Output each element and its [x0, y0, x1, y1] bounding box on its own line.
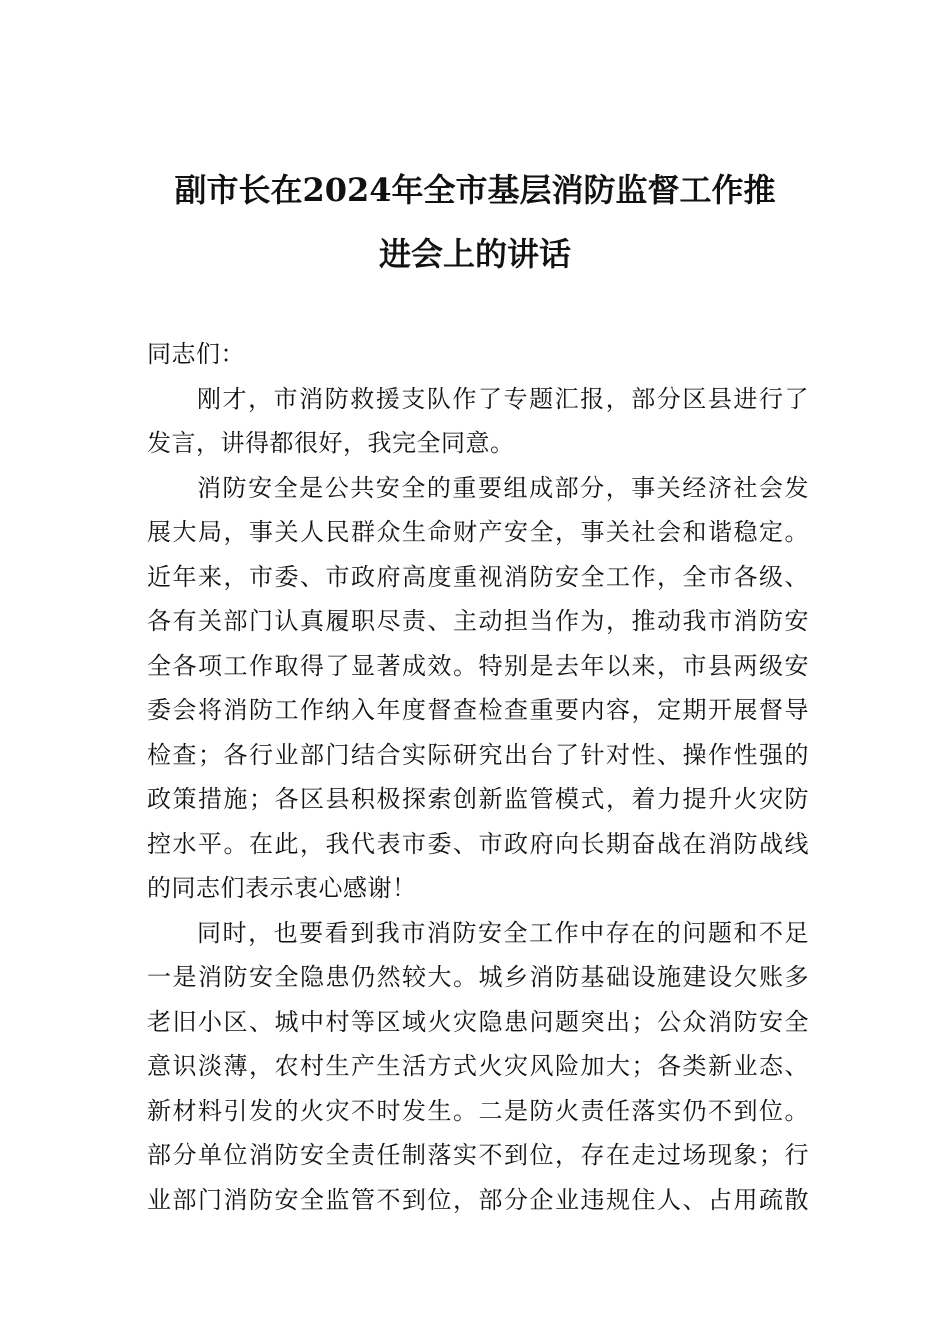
body-line: 部分单位消防安全责任制落实不到位，存在走过场现象；行: [147, 1141, 809, 1169]
body-line: 发言，讲得都很好，我完全同意。: [147, 429, 515, 457]
body-line: 业部门消防安全监管不到位，部分企业违规住人、占用疏散: [147, 1185, 809, 1214]
body-line: 政策措施；各区县积极探索创新监管模式，着力提升火灾防: [147, 785, 809, 813]
body-line: 近年来，市委、市政府高度重视消防安全工作，全市各级、: [147, 562, 809, 591]
document-body: [147, 332, 809, 1222]
body-line: 刚才，市消防救援支队作了专题汇报，部分区县进行了: [197, 384, 809, 413]
body-line: 新材料引发的火灾不时发生。二是防火责任落实仍不到位。: [147, 1096, 809, 1125]
body-line: 一是消防安全隐患仍然较大。城乡消防基础设施建设欠账多: [147, 963, 809, 991]
body-line: 意识淡薄，农村生产生活方式火灾风险加大；各类新业态、: [147, 1052, 809, 1080]
title-line-2: 进会上的讲话: [378, 235, 571, 273]
body-line: 检查；各行业部门结合实际研究出台了针对性、操作性强的: [147, 740, 809, 769]
body-line: 控水平。在此，我代表市委、市政府向长期奋战在消防战线: [147, 829, 809, 858]
body-line: 老旧小区、城中村等区域火灾隐患问题突出；公众消防安全: [147, 1007, 809, 1036]
body-line: 各有关部门认真履职尽责、主动担当作为，推动我市消防安: [147, 607, 809, 635]
body-line: 委会将消防工作纳入年度督查检查重要内容，定期开展督导: [147, 696, 809, 724]
body-line: 的同志们表示衷心感谢！: [147, 874, 417, 902]
body-line: 同时，也要看到我市消防安全工作中存在的问题和不足: [197, 918, 809, 947]
body-line: 消防安全是公共安全的重要组成部分，事关经济社会发: [197, 473, 809, 502]
body-line: 全各项工作取得了显著成效。特别是去年以来，市县两级安: [147, 651, 809, 680]
document-title: [145, 158, 805, 286]
body-line: 展大局，事关人民群众生命财产安全，事关社会和谐稳定。: [147, 518, 809, 546]
title-line-1: 副市长在2024年全市基层消防监督工作推: [174, 171, 776, 209]
salutation: 同志们：: [147, 340, 245, 368]
